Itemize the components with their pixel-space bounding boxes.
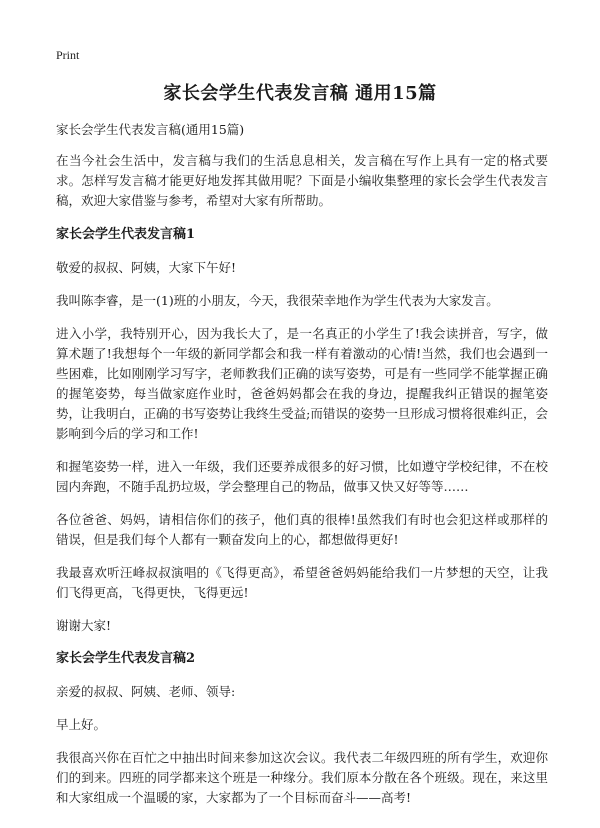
section-heading: 家长会学生代表发言稿1 bbox=[56, 227, 196, 242]
paragraph: 我很高兴你在百忙之中抽出时间来参加这次会议。我代表二年级四班的所有学生，欢迎你们的到来。四班的同学都来这个班是一种缘分。我们原本分散在各个班级。现在，来这里和大家组成一个温暖的家，大家都为了一个目标而奋斗——高考! bbox=[56, 750, 548, 805]
document-body bbox=[56, 120, 548, 821]
paragraph: 亲爱的叔叔、阿姨、老师、领导: bbox=[56, 684, 236, 699]
paragraph: 各位爸爸、妈妈，请相信你们的孩子，他们真的很棒!虽然我们有时也会犯这样或那样的错误，但是我们每个人都有一颗奋发向上的心，都想做得更好! bbox=[56, 512, 548, 547]
paragraph: 敬爱的叔叔、阿姨，大家下午好! bbox=[56, 260, 237, 275]
paragraph: 我最喜欢听汪峰叔叔演唱的《飞得更高》，希望爸爸妈妈能给我们一片梦想的天空，让我们飞得更高，飞得更快，飞得更远! bbox=[56, 565, 548, 600]
intro-paragraph: 在当今社会生活中，发言稿与我们的生活息息相关，发言稿在写作上具有一定的格式要求。怎样写发言稿才能更好地发挥其做用呢？下面是小编收集整理的家长会学生代表发言稿，欢迎大家借鉴与参考，希望对大家有所帮助。 bbox=[56, 153, 548, 208]
paragraph: 和握笔姿势一样，进入一年级，我们还要养成很多的好习惯，比如遵守学校纪律，不在校园内奔跑，不随手乱扔垃圾，学会整理自己的物品，做事又快又好等等…… bbox=[56, 459, 548, 494]
paragraph: 我叫陈李睿，是一(1)班的小朋友，今天，我很荣幸地作为学生代表为大家发言。 bbox=[56, 293, 499, 308]
print-link[interactable]: Print bbox=[56, 48, 80, 62]
paragraph: 早上好。 bbox=[56, 717, 107, 732]
section-heading: 家长会学生代表发言稿2 bbox=[56, 651, 196, 666]
paragraph: 谢谢大家! bbox=[56, 618, 112, 633]
document-subtitle: 家长会学生代表发言稿(通用15篇) bbox=[56, 122, 245, 137]
page-title: 家长会学生代表发言稿 通用15篇 bbox=[163, 83, 437, 104]
paragraph: 进入小学，我特别开心，因为我长大了，是一名真正的小学生了!我会读拼音，写字，做算术题了!我想每个一年级的新同学都会和我一样有着激动的心情!当然，我们也会遇到一些困难，比如刚刚学习写字，老师教我们正确的读写姿势，可是有一些同学不能掌握正确的握笔姿势，每当做家庭作业时，爸爸妈妈都会在我的身边，提醒我纠正错误的握笔姿势，让我明白，正确的书写姿势让我终生受益;而错误的姿势一旦形成习惯将很难纠正，会影响到今后的学习和工作! bbox=[56, 326, 548, 441]
